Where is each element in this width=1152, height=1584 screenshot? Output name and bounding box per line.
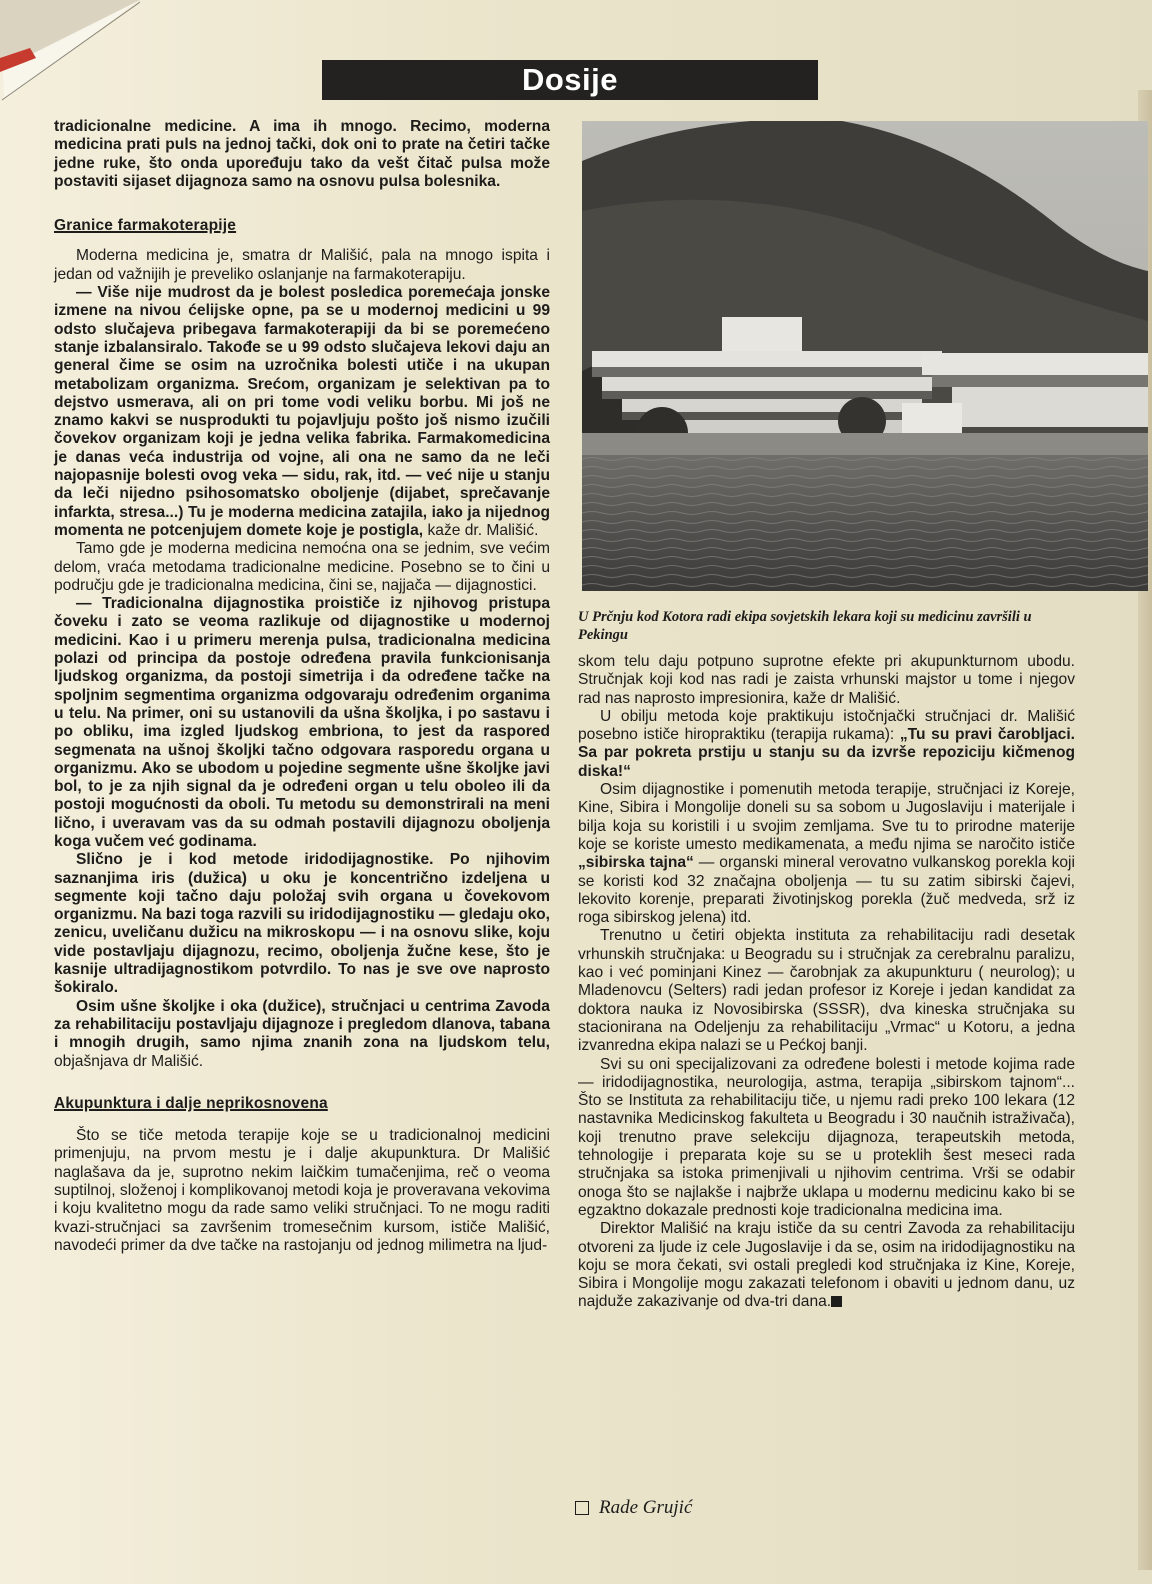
intro-paragraph: tradicionalne medicine. A ima ih mnogo. Recimo, moderna medicina prati puls na jednoj tački, dok oni to prate na četiri tačke jedne ruke, što onda upoređuju tako da vešt čitač pulsa može postaviti sijaset dijagnoza samo na osnovu pulsa bolesnika. [54, 118, 550, 190]
quote-paragraph [54, 284, 550, 540]
author-name: Rade Grujić [599, 1497, 693, 1518]
filled-square-icon [831, 1296, 842, 1307]
quote-paragraph [54, 998, 550, 1071]
paragraph: Što se tiče metoda terapije koje se u tradicionalnoj medicini primenjuju, na prvom mestu je i dalje akupunktura. Dr Mališić naglašava da je, suprotno nekim laičkim tumačenjima, reč o veoma suptilnoj, složenoj i komplikovanoj metodi koja je proveravana vekovima i koju kvalitetno mogu da rade samo veliki stručnjaci. To ne mogu raditi kvazi-stručnjaci sa završenim tromesečnim kursom, ističe Mališić, navodeći primer da dve tačke na rastojanju od jednog milimetra na ljud- [54, 1127, 550, 1254]
quote-paragraph: Slično je i kod metode iridodijagnostike. Po njihovim saznanjima iris (dužica) u oku je koncentrično izdeljena u segmente koji tačno daju položaj svih organa u čovekovom organizmu. Na bazi toga razvili su iridodijagnostiku — gledaju oko, zenicu, uveličanu dužicu na mikroskopu — i na osnovu slike, koju vide postavljaju dijagnozu, recimo, oboljenja žučne kese, što je kasnije ultradijagnostikom potvrdilo. To nas je sve ove naprosto šokiralo. [54, 851, 550, 997]
quote-attribution: kaže dr. Mališić. [423, 521, 539, 539]
quote-attribution: objašnjava dr Mališić. [54, 1052, 204, 1070]
quote-text: „Tu su pravi čarobljaci. Sa par pokreta prstiju u stanju su da izvrše repoziciju kičmenog diska!“ [578, 726, 1076, 780]
paragraph: Trenutno u četiri objekta instituta za rehabilitaciju radi desetak vrhunskih stručnjaka: u Beogradu su i stručnjak za cerebralnu paralizu, kao i već pominjani Kinez — čarobnjak za akupunkturu ( neurolog); u Mladenovcu (Selters) radi jedan profesor iz Koreje i jedan kandidat za doktora nauka iz Novosibirska (SSSR), dva kineska stručnjaka su stacionirana na Odeljenju za rehabilitaciju „Vrmac“ u Kotoru, a jedna izvanredna ekipa nalazi se u Pećkoj banji. [578, 927, 1075, 1055]
highlight-sibirska-tajna: „sibirska tajna“ [578, 854, 694, 872]
subheading-akupunktura: Akupunktura i dalje neprikosnovena [54, 1094, 328, 1112]
paragraph-text: Osim dijagnostike i pomenutih metoda terapije, stručnjaci iz Koreje, Kine, Sibira i Mongolije doneli su sa sobom u Jugoslaviju i materijale i bilja koja su koristili i u svojim zemljama. Sve tu to prirodne materije koje se koriste umesto medikamenata, a među njima se naročito ističe [578, 781, 1075, 853]
left-column [54, 118, 550, 1255]
right-column [578, 653, 1075, 1312]
coastal-hotel-photo [582, 121, 1148, 591]
closing-paragraph [578, 1220, 1075, 1311]
section-title: Dosije [322, 60, 818, 100]
page-curl-corner [0, 0, 140, 110]
author-byline [575, 1497, 692, 1519]
paragraph: Moderna medicina je, smatra dr Mališić, pala na mnogo ispita i jedan od važnijih je preveliko oslanjanje na farmakoterapiju. [54, 247, 550, 283]
paragraph: skom telu daju potpuno suprotne efekte pri akupunkturnom ubodu. Stručnjak koji kod nas radi je zaista vrhunski majstor u tome i njegov rad nas naprosto impresionira, kaže dr Mališić. [578, 653, 1075, 707]
quote-text: — Više nije mudrost da je bolest posledica poremećaja jonske izmene na nivou ćelijske opne, pa se u modernoj medicini u 99 odsto slučajeva pribegava farmakoterapiji da bi se poremećeno stanje izbalansiralo. Takođe se u 99 odsto slučajeva lekovi daju an general čime se osim na uzročnika bolesti utiče i na ukupan metabolizam organizma. Srećom, organizam je selektivan pa to dejstvo usmerava, ali on pri tome vodi veliku borbu. Mi još ne znamo kakvi se nusprodukti tu pojavljuju pošto još nismo izučili čovekov organizam koji je jedna velika fabrika. Farmakomedicina je danas veća industrija od vojne, ali ona ne samo da ne leči najopasnije bolesti ovog veka — sidu, rak, itd. — već nije u stanju da leči nijedno psihosomatsko oboljenje (dijabet, sprečavanje infarkta, stresa...) Tu je moderna medicina zatajila, iako ja nijednog momenta ne potcenjujem domete koje je postigla, [54, 284, 550, 539]
quote-text: Osim ušne školjke i oka (dužice), stručnjaci u centrima Zavoda za rehabilitaciju postavljaju dijagnoze i pregledom dlanova, tabana i mnogih drugih, samo njima znanih zona na ljudskom telu, [54, 997, 550, 1052]
paragraph [578, 781, 1075, 927]
paragraph [578, 708, 1075, 781]
quote-paragraph: — Tradicionalna dijagnostika proističe iz njihovog pristupa čoveku i zato se veoma razlikuje od dijagnostike u modernoj medicini. Kao i u primeru merenja pulsa, tradicionalna medicina polazi od principa da postoje određena pravila funkcionisanja ljudskog organizma, da postoji simetrija i da određene tačke na spoljnim segmentima organizma odgovaraju određenim organima u telu. Na primer, oni su ustanovili da ušna školjka, i po sastavu i po obliku, ima izgled ljudskog embriona, to jest da raspored segmenata na ušnoj školjki tačno odgovara rasporedu organa u organizmu. Ako se ubodom u pojedine segmente ušne školjke javi bol, to je za njih signal da je određeni organ u telu oboleo ili da postoji mogućnosti da oboli. Tu metodu su demonstrirali na meni lično, i uveravam vas da su odmah postavili dijagnozu oboljenja koga vučem već godinama. [54, 595, 550, 850]
square-box-icon [575, 1501, 589, 1515]
article-photo [582, 121, 1148, 591]
paragraph: Tamo gde je moderna medicina nemoćna ona se jednim, sve većim delom, vraća metodama tradicionalne medicine. Posebno se to čini u području gde je tradicionalna medicina, čini se, najjača — dijagnostici. [54, 540, 550, 594]
paragraph-text: U obilju metoda koje praktikuju istočnjački stručnjaci dr. Mališić posebno ističe hiropraktiku (terapija rukama): [578, 707, 1075, 744]
paragraph-text: — organski mineral verovatno vulkanskog porekla koji se koristi kod 32 značajna oboljenja — tu su zatim sibirski čajevi, lekovito korenje, preparati životinjskog porekla (žuč medveda, srž iz roga sibirskog jelena) itd. [578, 854, 1075, 927]
paragraph-text: Direktor Mališić na kraju ističe da su centri Zavoda za rehabilitaciju otvoreni za ljude iz cele Jugoslavije i da se, osim na iridodijagnostiku na koju se mora čekati, svi ostali pregledi kod stručnjaka iz Kine, Koreje, Sibira i Mongolije mogu zakazati telefonom i obaviti u jednom danu, uz najduže zakazivanje od dva-tri dana. [578, 1220, 1075, 1311]
subheading-farmakoterapija: Granice farmakoterapije [54, 217, 237, 235]
paragraph: Svi su oni specijalizovani za određene bolesti i metode kojima rade — iridodijagnostika, neurologija, astma, terapija „sibirskom tajnom“... Što se Instituta za rehabilitaciju tiče, u njemu radi preko 100 lekara (12 nastavnika Medicinskog fakulteta u Beogradu i 30 naučnih istraživača), koji trenutno prave selekciju dijagnoza, terapeutskih metoda, tehnologije i preparata koje su se u proteklih šest meseci rada stručnjaka sa istoka primenjivali u njihovim centrima. Vrši se odabir onoga što se najlakše i najbrže uklapa u modernu medicinu kako bi se egzaktno dokazale prednosti koje tradicionalna medicina ima. [578, 1055, 1075, 1219]
photo-caption: U Prčnju kod Kotora radi ekipa sovjetskih lekara koji su medicinu završili u Pekingu [578, 609, 1032, 643]
